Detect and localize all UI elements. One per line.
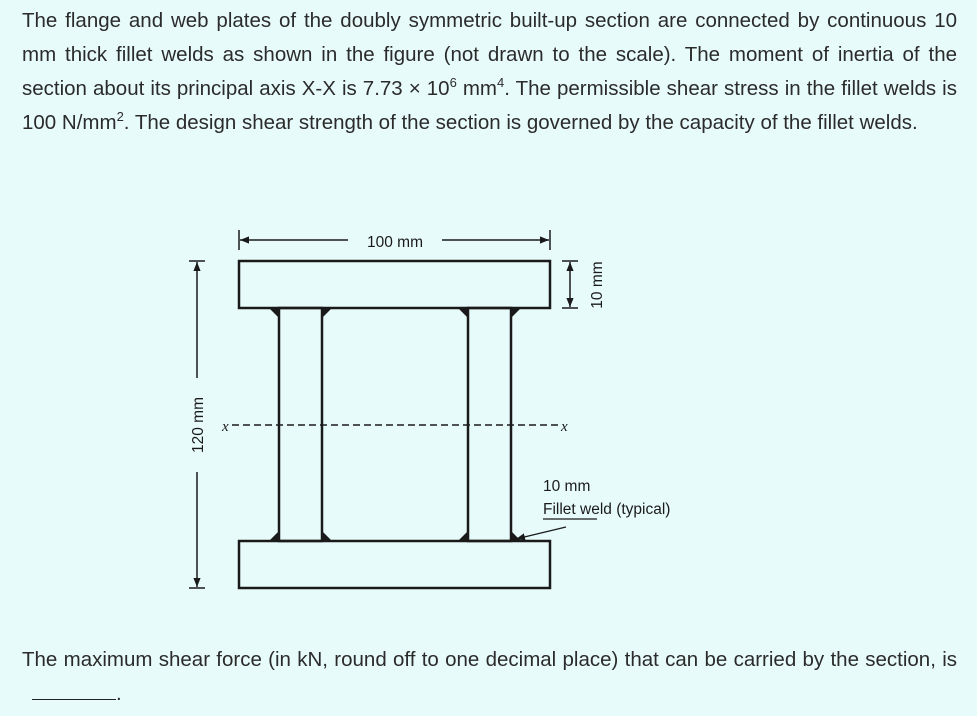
weld-size-label: 10 mm — [543, 478, 591, 495]
fillet-welds — [269, 308, 521, 541]
weld-leader-arrow — [516, 527, 566, 539]
problem-text-2: mm — [456, 77, 497, 100]
weld-type-label: Fillet weld (typical) — [543, 501, 671, 518]
axis-label-left: x — [222, 419, 229, 435]
exponent-2: 2 — [116, 109, 124, 125]
exponent-6: 6 — [449, 75, 457, 91]
answer-blank — [32, 681, 116, 700]
axis-label-right: x — [561, 419, 568, 435]
problem-text-4: . The design shear strength of the section is governed by the capacity of the fillet welds. — [123, 111, 918, 134]
question-statement — [22, 643, 957, 711]
question-end: . — [116, 682, 122, 705]
question-text: The maximum shear force (in kN, round off to one decimal place) that can be carried by the section, is — [22, 648, 957, 671]
bottom-flange-plate — [239, 541, 550, 588]
problem-text-1: The flange and web plates of the doubly symmetric built-up section are connected by continuous 10 mm thick fillet welds as shown in the figure (not drawn to the scale). The moment of inertia of the section about its principal axis X-X is 7.73 × 10 — [22, 9, 957, 100]
width-dimension-label: 100 mm — [367, 234, 423, 251]
flange-thickness-label: 10 mm — [589, 261, 606, 309]
problem-text-3: . The permissible shear stress in the fillet welds is 100 N/mm — [22, 77, 957, 134]
height-dimension-label: 120 mm — [190, 397, 207, 453]
exponent-4: 4 — [497, 75, 505, 91]
top-flange-plate — [239, 261, 550, 308]
